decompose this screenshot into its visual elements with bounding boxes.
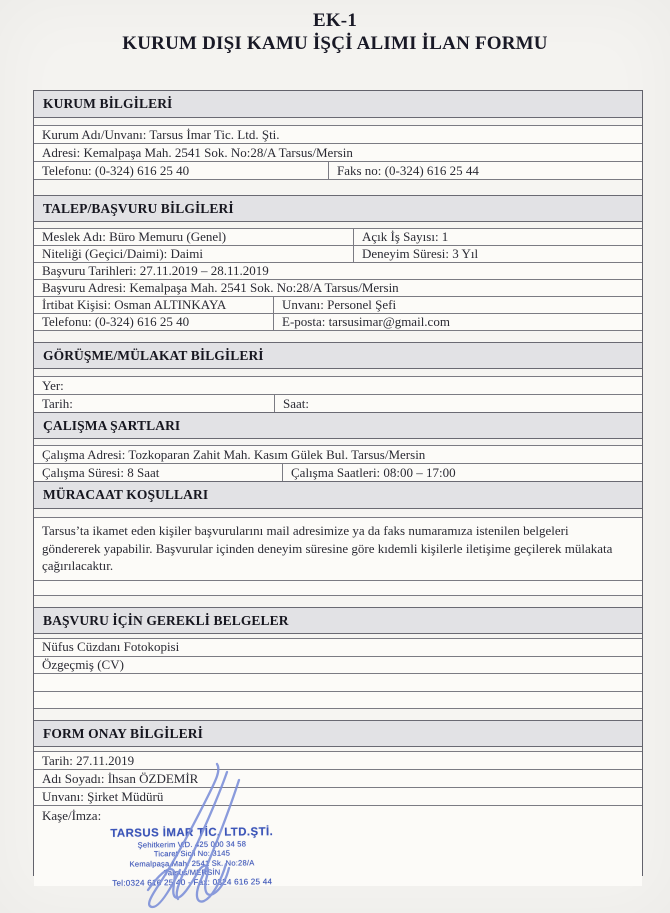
section-header-calisma-sartlari: ÇALIŞMA ŞARTLARI: [34, 412, 642, 439]
field-kurum-adi: Kurum Adı/Unvanı: Tarsus İmar Tic. Ltd. Şti.: [42, 126, 280, 142]
field-telefonu-2: Telefonu: (0-324) 616 25 40: [42, 314, 190, 329]
row-meslek-acikis: [34, 228, 642, 245]
field-telefonu: Telefonu: (0-324) 616 25 40: [42, 162, 190, 178]
stamp-tax-line: Şehitkerim V.D. 425 000 34 58: [137, 839, 247, 850]
section-gap: [34, 118, 642, 125]
section-header-kurum-bilgileri: KURUM BİLGİLERİ: [34, 91, 642, 118]
section-header-gerekli-belgeler: BAŞVURU İÇİN GEREKLİ BELGELER: [34, 607, 642, 634]
form-title: [0, 9, 670, 55]
section-gap: [34, 179, 642, 195]
field-onay-tarih: Tarih: 27.11.2019: [42, 752, 135, 768]
row-basvuru-tarihleri: [34, 262, 642, 279]
row-onay-unvani: [34, 787, 642, 805]
row-adi-soyadi: [34, 769, 642, 787]
field-yer: Yer:: [42, 377, 64, 393]
stamp-address-line: Kemalpaşa Mah. 2541 Sk. No:28/A: [129, 857, 255, 869]
section-gap: [34, 708, 642, 720]
company-stamp: [78, 826, 307, 890]
row-irtibat-unvani: [34, 296, 642, 313]
row-belge-2: [34, 656, 642, 674]
form-table: [33, 90, 643, 889]
field-eposta: E-posta: tarsusimar@gmail.com: [282, 314, 450, 329]
empty-row: [34, 673, 642, 691]
section-header-gorusme-mulakat: GÖRÜŞME/MÜLAKAT BİLGİLERİ: [34, 342, 642, 369]
field-faks: Faks no: (0-324) 616 25 44: [337, 162, 479, 178]
row-yer: [34, 376, 642, 394]
field-calisma-suresi: Çalışma Süresi: 8 Saat: [42, 464, 160, 480]
row-calisma-adresi: [34, 445, 642, 463]
field-adresi: Adresi: Kemalpaşa Mah. 2541 Sok. No:28/A Tarsus/Mersin: [42, 144, 353, 160]
row-niteligi-deneyim: [34, 245, 642, 262]
field-saat: Saat:: [283, 395, 309, 411]
section-gap: [34, 509, 642, 517]
row-onay-tarih: [34, 751, 642, 769]
field-irtibat: İrtibat Kişisi: Osman ALTINKAYA: [42, 297, 227, 312]
field-meslek: Meslek Adı: Büro Memuru (Genel): [42, 229, 227, 244]
empty-row: [34, 580, 642, 595]
section-header-form-onay: FORM ONAY BİLGİLERİ: [34, 720, 642, 747]
row-telefon-faks: [34, 161, 642, 179]
row-tarih-saat: [34, 394, 642, 412]
form-title-main: KURUM DIŞI KAMU İŞÇİ ALIMI İLAN FORMU: [122, 33, 548, 54]
stamp-city-line: Tarsus/MERSİN: [163, 867, 221, 878]
section-gap: [34, 330, 642, 342]
field-basvuru-tarihleri: Başvuru Tarihleri: 27.11.2019 – 28.11.2019: [42, 263, 269, 278]
field-unvani: Unvanı: Personel Şefi: [282, 297, 397, 312]
row-kase-imza: [34, 805, 642, 889]
field-adi-soyadi: Adı Soyadı: İhsan ÖZDEMİR: [42, 770, 199, 786]
stamp-registry-line: Ticaret Sicil No: 3145: [153, 848, 231, 859]
section-gap: [34, 369, 642, 376]
field-belge-1: Nüfus Cüzdanı Fotokopisi: [42, 639, 180, 655]
field-niteligi: Niteliği (Geçici/Daimi): Daimi: [42, 246, 204, 261]
muracaat-paragraph: Tarsus’ta ikamet eden kişiler başvurularını mail adresimize ya da faks numaramıza istenilen belgeleri göndererek yapabilir. Başvurular içinden deneyim süresine göre kıdemli kişilerle iletişime geçilerek mülakata çağırılacaktır.: [34, 517, 642, 580]
row-adresi: [34, 143, 642, 161]
row-telefon-eposta: [34, 313, 642, 330]
row-calisma-suresi-saatleri: [34, 463, 642, 481]
stamp-company-name: TARSUS İMAR TİC. LTD.ŞTİ.: [110, 826, 274, 840]
field-onay-unvani: Unvanı: Şirket Müdürü: [42, 788, 164, 804]
row-belge-1: [34, 638, 642, 656]
row-basvuru-adresi: [34, 279, 642, 296]
field-calisma-adresi: Çalışma Adresi: Tozkoparan Zahit Mah. Kasım Gülek Bul. Tarsus/Mersin: [42, 446, 426, 462]
field-kase-imza: Kaşe/İmza:: [42, 808, 102, 823]
field-deneyim: Deneyim Süresi: 3 Yıl: [362, 246, 479, 261]
row-kurum-adi: [34, 125, 642, 143]
field-belge-2: Özgeçmiş (CV): [42, 656, 124, 672]
field-tarih: Tarih:: [42, 395, 73, 411]
section-header-talep-basvuru: TALEP/BAŞVURU BİLGİLERİ: [34, 195, 642, 222]
field-calisma-saatleri: Çalışma Saatleri: 08:00 – 17:00: [291, 464, 456, 480]
stamp-phone-line: Tel:0324 616 25 40 - Fax: 0324 616 25 44: [112, 877, 273, 889]
section-header-muracaat-kosullari: MÜRACAAT KOŞULLARI: [34, 481, 642, 509]
form-title-ek: EK-1: [312, 10, 358, 31]
field-basvuru-adresi: Başvuru Adresi: Kemalpaşa Mah. 2541 Sok. No:28/A Tarsus/Mersin: [42, 280, 399, 295]
field-acik-is: Açık İş Sayısı: 1: [362, 229, 449, 244]
empty-row: [34, 691, 642, 709]
section-gap: [34, 595, 642, 607]
